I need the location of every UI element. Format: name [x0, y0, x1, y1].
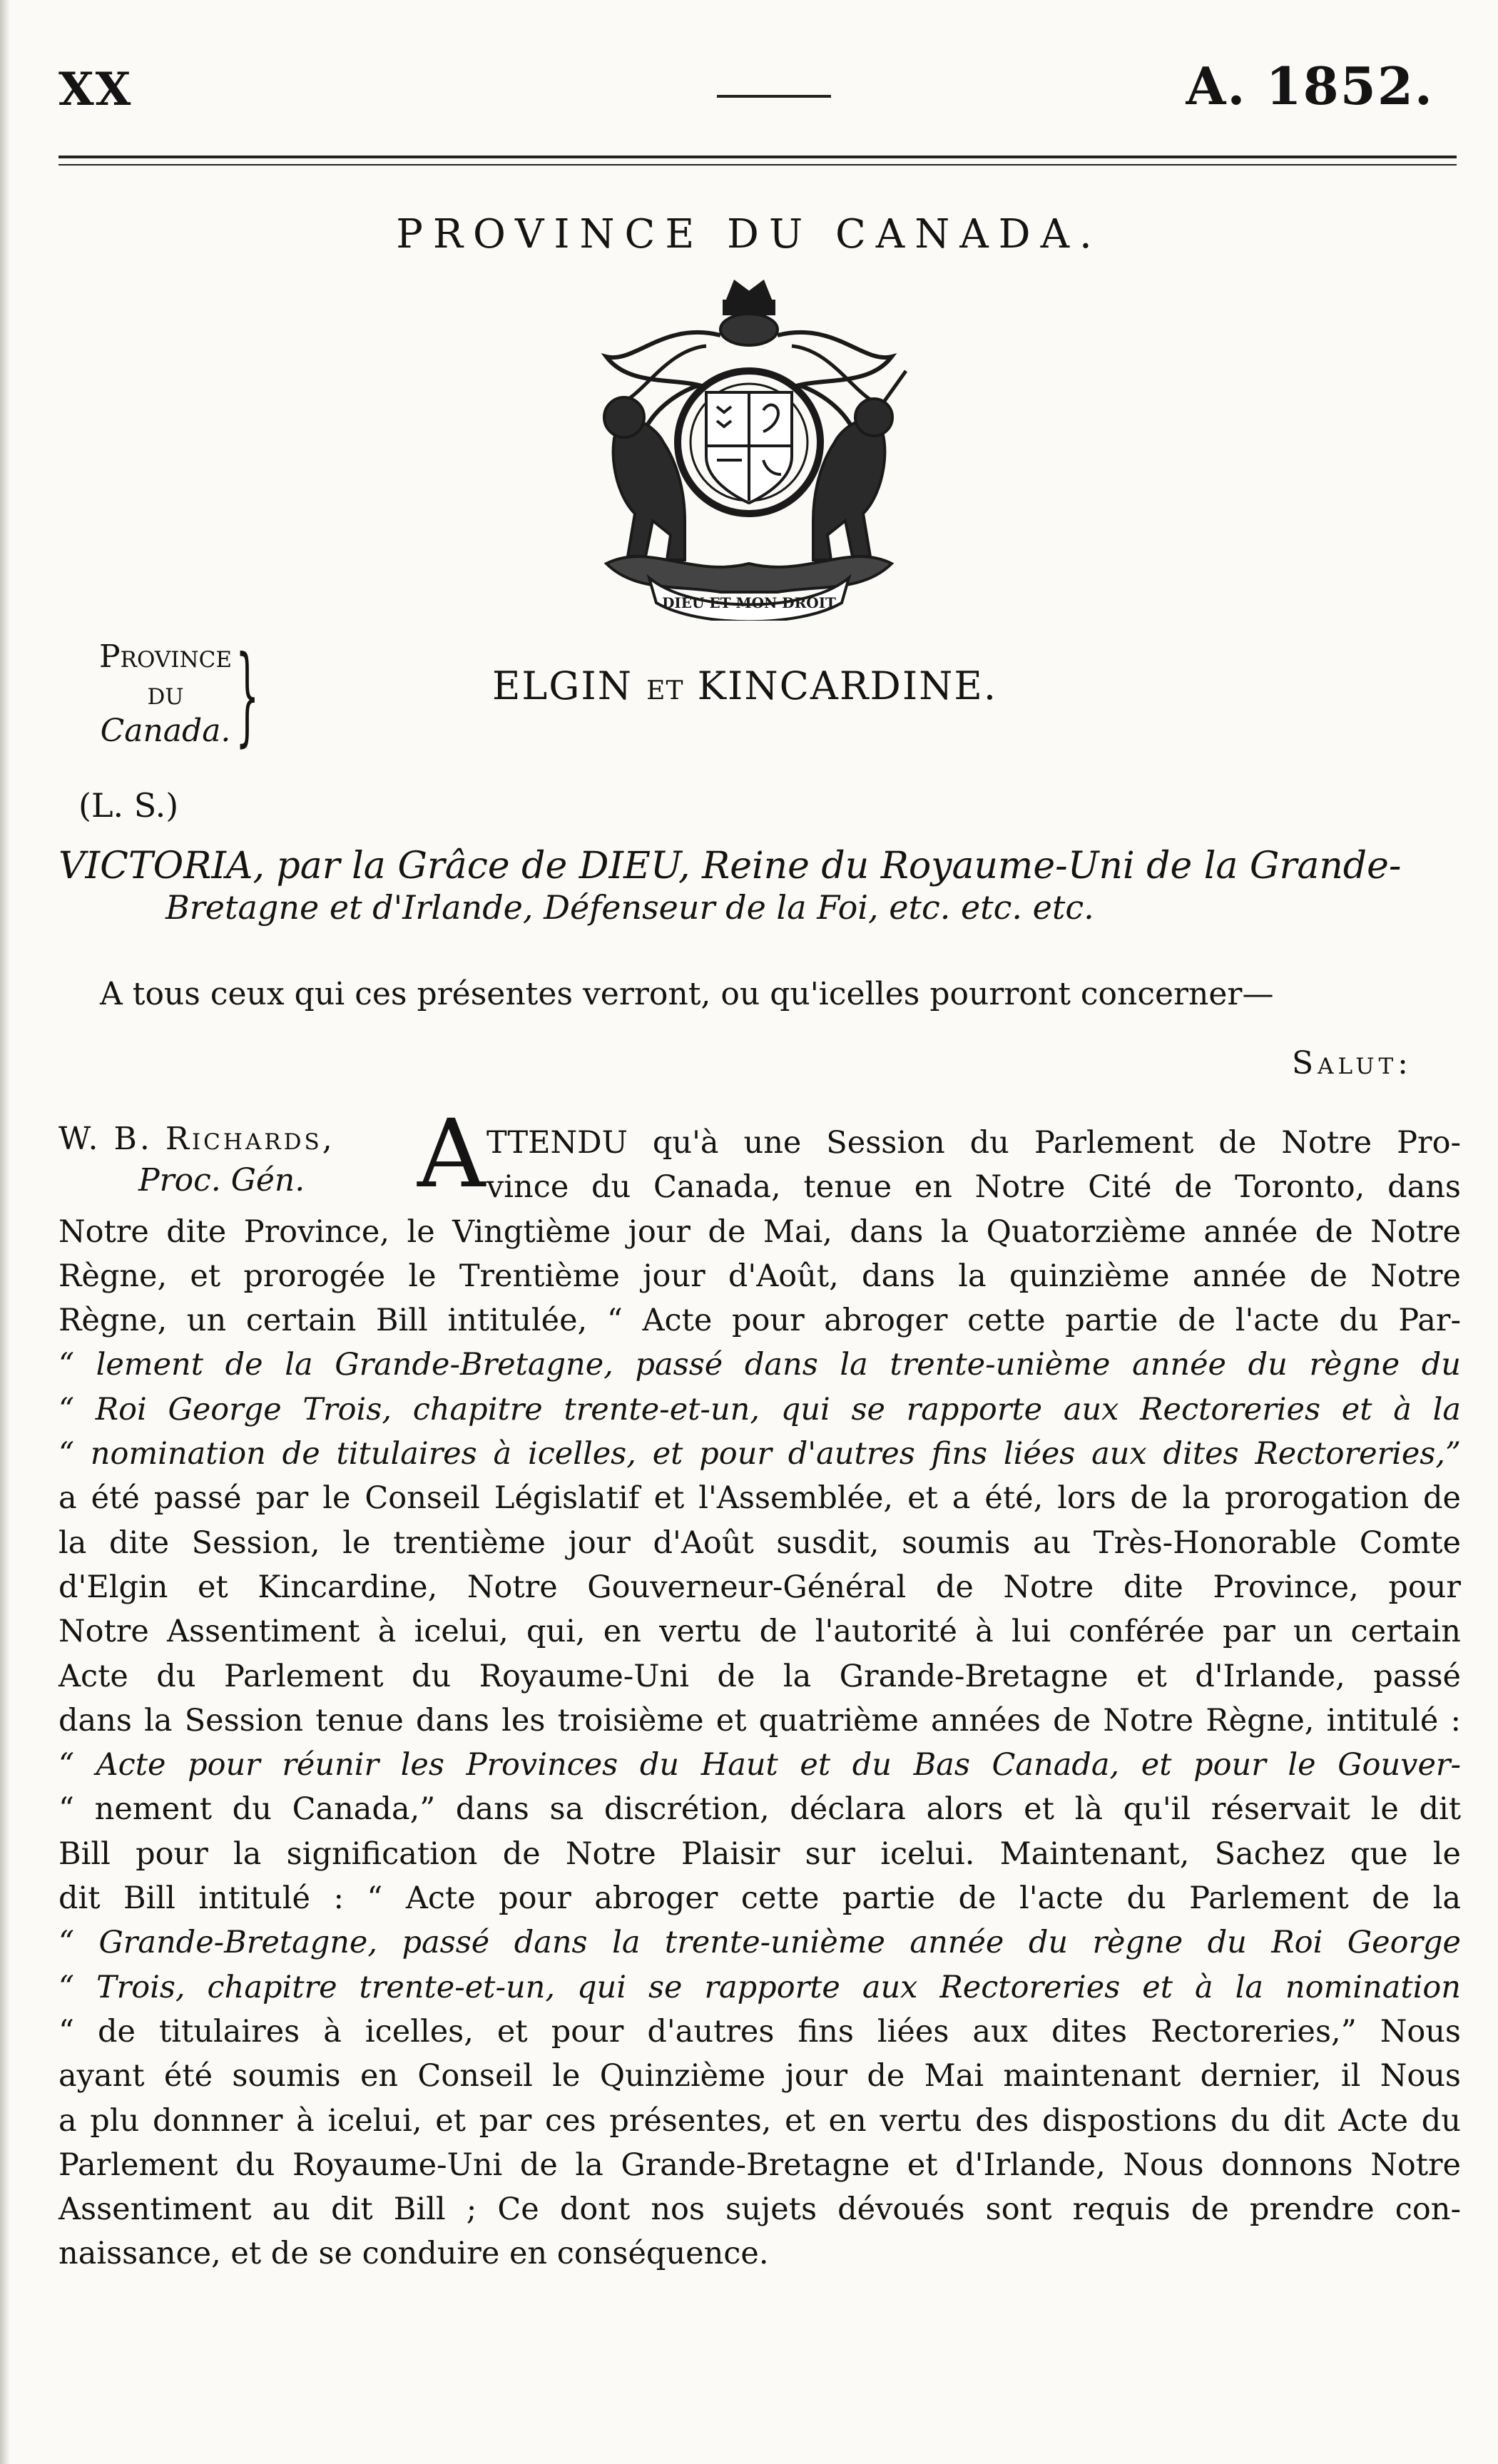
body-line: a été passé par le Conseil Législatif et l'Assemblée, et a été, lors de la prorogation de [58, 1480, 1461, 1517]
body-line: naissance, et de se conduire en conséquence. [58, 2236, 769, 2272]
page-title: PROVINCE DU CANADA. [396, 211, 1102, 258]
header-rule [58, 156, 1457, 158]
body-line: “ Roi George Trois, chapitre trente-et-un, qui se rapporte aux Rectoreries et à la [58, 1391, 1461, 1427]
body-line: vince du Canada, tenue en Notre Cité de Toronto, dans [486, 1169, 1461, 1206]
proclamation-heading [58, 845, 1457, 928]
body-line: TTENDU qu'à une Session du Parlement de Notre Pro- [486, 1125, 1461, 1161]
proclamation-line-2: Bretagne et d'Irlande, Défenseur de la Foi, etc. etc. etc. [165, 888, 1094, 927]
motto-text: DIEU ET MON DROIT [662, 594, 836, 611]
body-line: Parlement du Royaume-Uni de la Grande-Bretagne et d'Irlande, Nous donnons Notre [58, 2147, 1461, 2183]
side-province: Province [99, 638, 232, 675]
governor-kincardine: KINCARDINE. [697, 663, 997, 708]
greeting-line: A tous ceux qui ces présentes verront, ou qu'icelles pourront concerner— [100, 976, 1274, 1012]
body-line: “ Acte pour réunir les Provinces du Haut et du Bas Canada, et pour le Gouver- [58, 1747, 1461, 1783]
page-label: XX [58, 63, 133, 116]
body-line: “ nement du Canada,” dans sa discrétion, déclara alors et là qu'il réservait le dit [58, 1791, 1461, 1828]
side-du: du [147, 676, 184, 712]
body-line: la dite Session, le trentième jour d'Août susdit, soumis au Très-Honorable Comte [58, 1524, 1461, 1561]
body-line: d'Elgin et Kincardine, Notre Gouverneur-Général de Notre dite Province, pour [58, 1569, 1461, 1605]
side-canada: Canada. [100, 713, 231, 749]
scan-edge [0, 0, 10, 2464]
body-line: dit Bill intitulé : “ Acte pour abroger cette partie de l'acte du Parlement de la [58, 1880, 1461, 1917]
body-line: Acte du Parlement du Royaume-Uni de la Grande-Bretagne et d'Irlande, passé [58, 1658, 1461, 1694]
margin-title: Proc. Gén. [138, 1162, 305, 1198]
body-line: Notre dite Province, le Vingtième jour de Mai, dans la Quatorzième année de Notre [58, 1213, 1461, 1250]
body-line: “ Grande-Bretagne, passé dans la trente-unième année du règne du Roi George [58, 1925, 1461, 1961]
coat-of-arms-icon [564, 278, 934, 621]
governor-et: ET [646, 676, 684, 706]
margin-name: W. B. Richards, [58, 1121, 335, 1157]
year-label: A. 1852. [1186, 56, 1434, 116]
body-line: Notre Assentiment à icelui, qui, en vertu de l'autorité à lui conférée par un certain [58, 1614, 1461, 1650]
governor-name [492, 663, 997, 708]
body-line: ayant été soumis en Conseil le Quinzième jour de Mai maintenant dernier, il Nous [58, 2058, 1461, 2094]
salut-label: Salut: [1291, 1045, 1412, 1081]
body-line: “ lement de la Grande-Bretagne, passé dans la trente-unième année du règne du [58, 1347, 1461, 1383]
proclamation-line-1: VICTORIA, par la Grâce de DIEU, Reine du Royaume-Uni de la Grande- [58, 845, 1402, 887]
header-rule-thin [58, 164, 1457, 166]
header-dash [717, 95, 831, 98]
drop-cap: A [417, 1099, 486, 1209]
body-line: Assentiment au dit Bill ; Ce dont nos sujets dévoués sont requis de prendre con- [58, 2191, 1461, 2228]
body-line: “ nomination de titulaires à icelles, et pour d'autres fins liées aux dites Rectoreries,” [58, 1436, 1461, 1472]
body-line: dans la Session tenue dans les troisième et quatrième années de Notre Règne, intitulé : [58, 1702, 1461, 1738]
seal-mark: (L. S.) [78, 786, 179, 825]
body-line: Règne, un certain Bill intitulée, “ Acte pour abroger cette partie de l'acte du Par- [58, 1303, 1461, 1339]
brace-glyph: } [235, 633, 260, 758]
body-line: “ de titulaires à icelles, et pour d'autres fins liées aux dites Rectoreries,” Nous [58, 2013, 1461, 2050]
body-line: “ Trois, chapitre trente-et-un, qui se rapporte aux Rectoreries et à la nomination [58, 1969, 1461, 2005]
body-line: Règne, et prorogée le Trentième jour d'Août, dans la quinzième année de Notre [58, 1258, 1461, 1294]
body-line: Bill pour la signification de Notre Plaisir sur icelui. Maintenant, Sachez que le [58, 1836, 1461, 1872]
body-line: a plu donnner à icelui, et par ces présentes, et en vertu des dispostions du dit Acte du [58, 2102, 1461, 2139]
governor-elgin: ELGIN [492, 663, 633, 708]
proclamation-body [58, 1121, 1461, 2276]
